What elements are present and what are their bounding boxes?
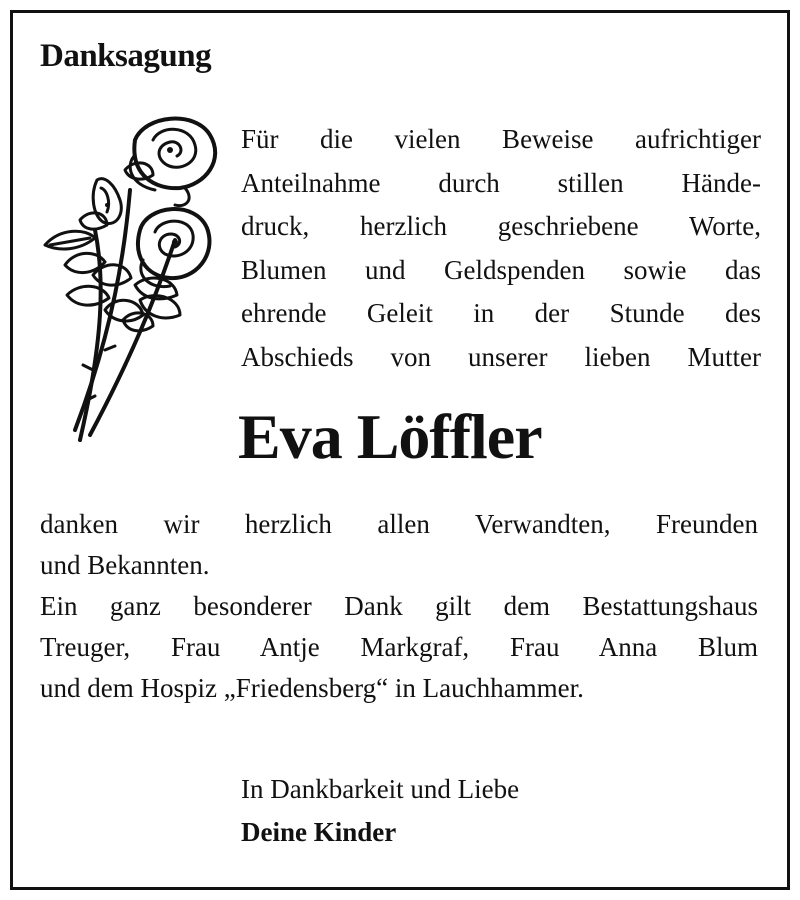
thanks-line: Ein ganz besonderer Dank gilt dem Bestattungshaus	[40, 591, 758, 621]
thanks-line: danken wir herzlich allen Verwandten, Freunden	[40, 509, 758, 539]
deceased-name: Eva Löffler	[238, 401, 542, 472]
thanks-paragraph	[40, 504, 758, 709]
notice-heading: Danksagung	[40, 38, 212, 74]
closing-phrase: In Dankbarkeit und Liebe	[241, 774, 520, 804]
signature: Deine Kinder	[241, 817, 397, 847]
thanks-line: und Bekannten.	[40, 550, 210, 580]
intro-line: Blumen und Geldspenden sowie das	[241, 254, 761, 285]
intro-line: druck, herzlich geschriebene Worte,	[241, 211, 761, 241]
intro-line: Abschieds von unserer lieben Mutter	[241, 341, 761, 372]
intro-paragraph	[241, 118, 761, 379]
intro-line: ehrende Geleit in der Stunde des	[241, 298, 761, 328]
thanks-line: und dem Hospiz „Friedensberg“ in Lauchhammer.	[40, 673, 584, 703]
rose-icon	[35, 110, 220, 445]
intro-line: Für die vielen Beweise aufrichtiger	[241, 124, 761, 154]
thanks-line: Treuger, Frau Antje Markgraf, Frau Anna Blum	[40, 632, 758, 662]
closing-block	[241, 768, 519, 854]
intro-line: Anteilnahme durch stillen Hände-	[241, 167, 761, 198]
